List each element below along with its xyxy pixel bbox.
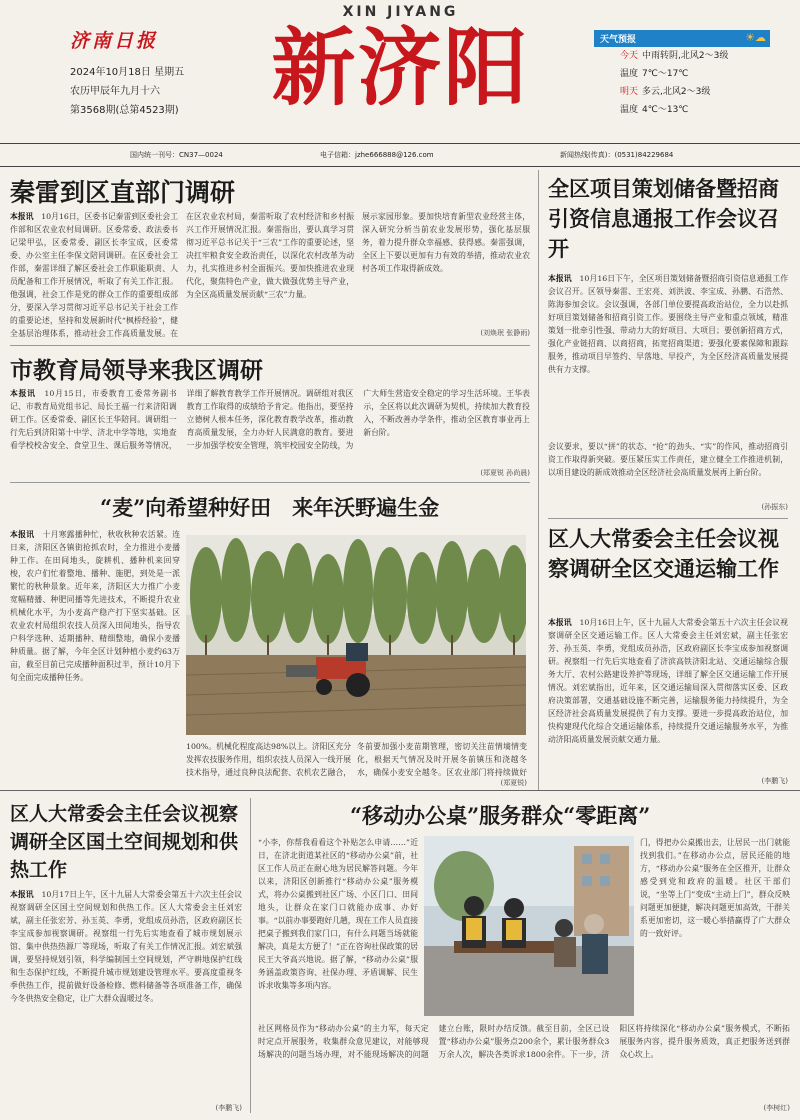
masthead-title-block — [228, 4, 573, 116]
article6-body: 本报讯 10月17日上午，区十九届人大常委会第五十六次主任会议视察调研全区国土空间规划和供热工作。区人大常委会主任刘宏斌，副主任张宏芳、孙玉英、李勇，党组成员孙浩，区政府副区长李宝成参加视察调研。视察组一行先后实地查看了城市规划展示馆、集中供热热源厂等现场，听取了有关工作情况汇报。刘宏斌强调，要坚持规划引领，科学编制国土空间规划，严守耕地保护红线和生态保护红线，不断提升城市规划建设管理水平。要高度重视冬季供热工作，提前做好设备检修、燃料储备等各项准备工作，确保今冬供热安全稳定，让广大群众温暖过冬。 — [10, 890, 242, 1003]
article4-body-2: 会议要求，要以“拼”的状态、“抢”的劲头、“实”的作风，推动招商引资工作取得新突破。要压紧压实工作责任，建立健全工作推进机制，以项目建设的新成效推动全区经济社会高质量发展再上新台阶。 — [548, 442, 788, 477]
article3-body-col1: 本报讯 十月寒露播种忙，秋收秋种农活紧。连日来，济阳区各镇街抢抓农时，全力推进小麦播种工作。在田间地头，旋耕机、播种机来回穿梭，农户们忙着整地、播种、施肥，到处是一派繁忙的秋种景象。近年来，济阳区大力推广小麦宽幅精播、种肥同播等先进技术，不断提升农业机械化水平，为小麦高产稳产打下坚实基础。区农业农村局组织农技人员深入田间地头，指导农户科学选种、适期播种、精细整地，确保小麦播种质量。据了解，今年全区计划种植小麦约63万亩，截至目前已完成播种面积过半，预计10月下旬全面完成播种任务。 — [10, 530, 180, 682]
article7-body-col3: 门，得把办公桌搬出去，让居民一出门就能找到我们。”在移动办公点，居民还能的地方，“移动办公桌”服务在全区推开，让群众感受到党和政府的温暖。社区干部们说，“坐等上门”变成“主动上门”，群众反映问题更加便捷，解决问题更加高效，干群关系更加密切，这一暖心举措赢得了广大群众的一致好评。 — [640, 838, 790, 938]
sun-cloud-icon: ☀☁ — [745, 31, 766, 44]
article6-headline: 区人大常委会主任会议视察调研全区国土空间规划和供热工作 — [10, 803, 239, 881]
weather-box: 天气预报 ☀☁ 今天 中雨转阴,北风2～3级 温度 7℃～17℃ 明天 多云,北风2～3级 温度 4℃～13℃ — [594, 30, 770, 119]
article7-signature: (李树红) — [763, 1104, 790, 1112]
article4-body: 本报讯 10月16日下午，全区项目策划储备暨招商引资信息通报工作会议召开。区领导秦雷、王宏亮、刘洪波、李宝成、孙鹏、石浩然、陈海参加会议。会议强调，各部门单位要提高政治站位，全力以赴抓好项目策划储备和招商引资工作。要围绕主导产业和重点领域，精准策划一批牵引性强、带动力大的好项目、大项目；要创新招商方式，强化产业链招商、以商招商，拓宽招商渠道；要强化要素保障和跟踪服务，推动项目早签约、早落地、早投产，为全区经济高质量发展提供有力支撑。 — [548, 274, 788, 374]
article3-headline: “麦”向希望种好田 来年沃野遍生金 — [100, 495, 440, 520]
article6-signature: (李鹏飞) — [215, 1104, 242, 1112]
article3-body-col2: 100%。机械化程度高达98%以上。济阳区充分发挥农技服务作用，组织农技人员深入一线开展技术指导，通过良种良法配套、农机农艺融合， — [186, 742, 351, 777]
mobile-desk-photo — [424, 836, 634, 1016]
info-bar — [0, 143, 800, 167]
weather-tomorrow-temp: 4℃～13℃ — [642, 105, 689, 115]
article3-signature: (郑夏锐) — [500, 779, 527, 787]
masthead-pinyin: XIN JIYANG — [342, 4, 459, 20]
weather-today-temp: 7℃～17℃ — [642, 69, 689, 79]
article2-signature: (郑夏锐 孙尚晨) — [480, 469, 530, 477]
lunar-date: 农历甲辰年九月十六 — [70, 86, 160, 97]
article3-body-col3: 冬前要加强小麦苗期管理，密切关注苗情墒情变化，根据天气情况及时开展冬前镇压和浇越冬水，确保小麦安全越冬。区农业部门将持续做好 — [357, 742, 527, 777]
article1-headline: 秦雷到区直部门调研 — [10, 178, 236, 207]
weather-tomorrow-label: 明天 — [620, 87, 639, 97]
article4-signature: (孙振东) — [761, 503, 788, 511]
article5-signature: (李鹏飞) — [761, 777, 788, 785]
article1-body-col1: 本报讯 10月16日，区委书记秦雷到区委社会工作部和区农业农村局调研。区委常委、政法委书记梁甲弘，区委常委、副区长李宝成，区委常委、办公室主任李保文陪同调研。在区委社会工作部，秦雷详细了解区委社会工作职能职责、人员配备和工作开展情况，听取了有关工作汇报。他强调，社会工作是党的群众工作的重要组成部分，要深入学习贯彻习近平总书记关于社会工作的重要论述，坚持和发展新时代“枫桥经验”，健全基层治理体系，推动社会工作高质量发展。在 — [10, 212, 178, 338]
article1-signature: (刘焕珉 张静雨) — [480, 329, 530, 337]
email: 电子信箱：jzhe666888@126.com — [320, 151, 434, 159]
masthead-title: 新济阳 — [271, 18, 530, 117]
masthead-left — [70, 26, 184, 120]
weather-today-label: 今天 — [620, 51, 639, 61]
weather-tomorrow-cond: 多云,北风2～3级 — [642, 87, 711, 97]
wheat-field-photo — [186, 535, 526, 735]
weather-today-cond: 中雨转阴,北风2～3级 — [642, 51, 729, 61]
article4-headline: 全区项目策划储备暨招商引资信息通报工作会议召开 — [548, 176, 779, 261]
article5-headline: 区人大常委会主任会议视察调研全区交通运输工作 — [548, 526, 779, 581]
article7-headline: “移动办公桌”服务群众“零距离” — [350, 803, 651, 828]
article7-body-col1: “小李，你帮我看看这个补贴怎么申请……”近日，在济北街道某社区的“移动办公桌”前，社区工作人员正在耐心地为居民解答问题。今年以来，济阳区创新推行“移动办公桌”服务模式，将办公桌搬到社区广场、小区门口、田间地头，让群众在家门口就能办成事、办好事。“以前办事要跑好几趟，现在工作人员直接把桌子搬到我们家门口，有什么问题当场就能解决，真是太方便了！”正在咨询社保政策的居民王大爷高兴地说。据了解，“移动办公桌”服务涵盖政策咨询、社保办理、矛盾调解、民生诉求收集等多项内容。 — [258, 838, 418, 990]
weather-header: 天气预报 ☀☁ — [594, 30, 770, 47]
article5-body: 本报讯 10月16日上午，区十九届人大常委会第五十六次主任会议视察调研全区交通运输工作。区人大常委会主任刘宏斌，副主任张宏芳、孙玉英、李勇，党组成员孙浩，区政府副区长李宝成参加视察调研。视察组一行先后实地查看了济滨高铁济阳北站、交通运输综合服务大厅、农村公路建设养护等现场，详细了解全区交通运输工作开展情况。刘宏斌指出，近年来，区交通运输局深入贯彻落实区委、区政府决策部署，交通基础设施不断完善，运输服务能力持续提升，为全区经济社会高质量发展提供了有力支撑。要进一步提高政治站位，加快构建现代化综合交通运输体系，持续提升交通运输服务水平，为推动济阳高质量发展贡献交通力量。 — [548, 618, 788, 744]
publication-code: 国内统一刊号：CN37—0024 — [130, 151, 223, 159]
issue-date: 2024年10月18日 星期五 — [70, 67, 185, 78]
article2-headline: 市教育局领导来我区调研 — [10, 357, 263, 384]
article2-body: 本报讯 10月15日，市委教育工委常务副书记、市教育局党组书记、局长王福一行来济阳调研工作。区委常委、副区长王华陪同。调研组一行先后到济阳第十中学、济北中学等地，实地查看学校校舍安全、食堂卫生、课后服务等情况，详细了解教育教学工作开展情况。调研组对我区教育工作取得的成绩给予肯定。他指出，要坚持立德树人根本任务，深化教育教学改革，推动教育高质量发展，全力办好人民满意的教育。要进一步加强学校安全管理，筑牢校园安全防线，为广大师生营造安全稳定的学习生活环境。王华表示，全区将以此次调研为契机，持续加大教育投入，不断改善办学条件，推动全区教育事业再上新台阶。 — [10, 389, 530, 450]
article1-body-col2: 在区农业农村局，秦雷听取了农村经济和乡村振兴工作开展情况汇报。秦雷指出，要认真学习贯彻习近平总书记关于“三农”工作的重要论述，坚决扛牢粮食安全政治责任，以深化农村改革为动力，扎实推进乡村全面振兴。要加快推进农业现代化，聚焦特色产业，做大做强优势主导产业，为全区高质量发展贡献“三农”力量。 — [186, 212, 354, 299]
article7-body-col2: 社区网格员作为“移动办公桌”的主力军，每天定时定点开展服务，收集群众意见建议，对能够现场解决的问题当场办理，对不能现场解决的问题建立台账，限时办结反馈。截至目前，全区已设置“移动办公桌”服务点200余个，累计服务群众3万余人次，解决各类诉求1800余件。下一步，济阳区将持续深化“移动办公桌”服务模式，不断拓展服务内容，提升服务质效，真正把服务送到群众心坎上。 — [258, 1024, 790, 1059]
issue-number: 第3568期(总第4523期) — [70, 105, 179, 116]
paper-name: 济南日报 — [70, 30, 159, 52]
article1-body-col3: 展示家园形象。要加快培育新型农业经营主体，深入研究分析当前农业发展形势，强化基层服务，着力提升群众幸福感、获得感。秦雷强调，全区上下要以更加有力有效的举措，推动农业农村各项工作取得新成效。 — [362, 212, 530, 273]
news-hotline: 新闻热线(传真)：(0531)84229684 — [560, 151, 674, 159]
